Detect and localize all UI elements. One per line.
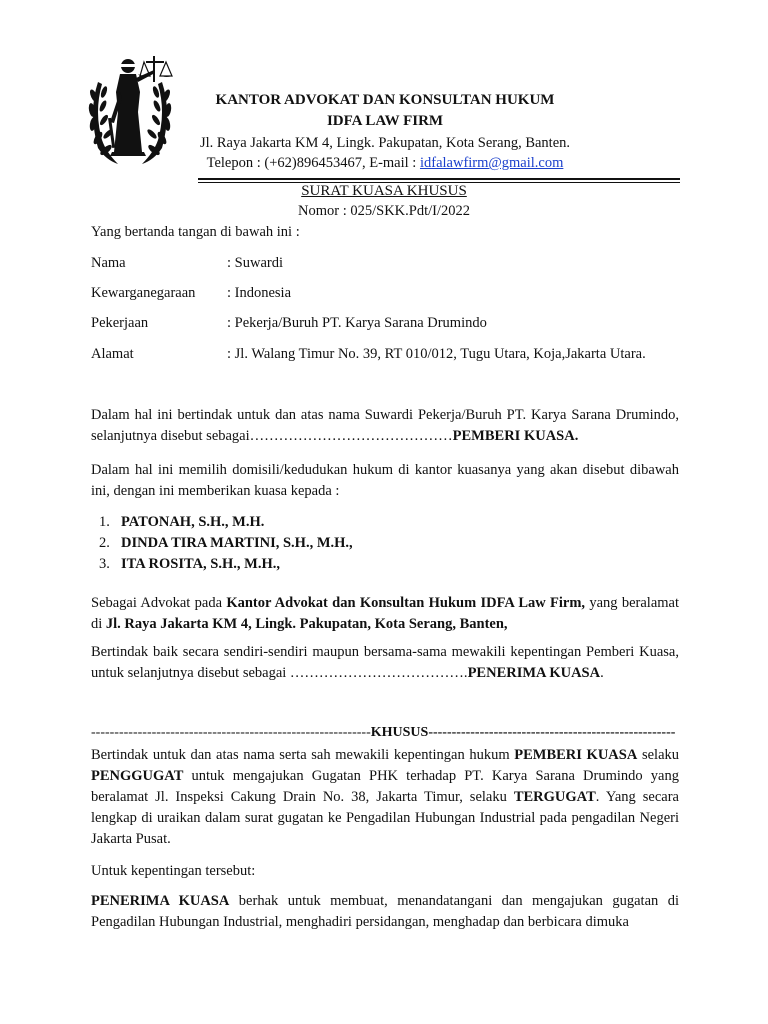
advocate-text-2: yang beralamat di [91, 595, 680, 632]
letterhead-divider-thick [198, 178, 680, 180]
advocate-text-1: Sebagai Advokat pada [91, 595, 227, 611]
firm-heading: KANTOR ADVOKAT DAN KONSULTAN HUKUM [215, 92, 555, 108]
recipient-name: PATONAH, S.H., M.H. [121, 514, 265, 530]
paragraph-authority [91, 891, 679, 933]
recipient-list [99, 512, 353, 575]
lady-justice-laurel-icon [84, 52, 176, 170]
grantor-text: Dalam hal ini bertindak untuk dan atas nama Suwardi Pekerja/Buruh PT. Karya Sarana Drumindo, selanjutnya disebut sebagai…………………………………… [91, 407, 679, 444]
scope-text-2: selaku [637, 747, 680, 763]
field-value-pekerjaan: : Pekerja/Buruh PT. Karya Sarana Drumindo [227, 315, 487, 331]
document-title: SURAT KUASA KHUSUS [301, 183, 467, 199]
document-number: Nomor : 025/SKK.Pdt/I/2022 [298, 203, 470, 219]
field-value-alamat: : Jl. Walang Timur No. 39, RT 010/012, Tugu Utara, Koja,Jakarta Utara. [227, 346, 646, 362]
list-item [99, 512, 353, 533]
list-number: 2. [99, 535, 110, 551]
firm-contact [180, 155, 590, 172]
intro-text: Yang bertanda tangan di bawah ini : [91, 224, 300, 240]
paragraph-scope [91, 745, 679, 850]
recipient-name: DINDA TIRA MARTINI, S.H., M.H., [121, 535, 353, 551]
email-link[interactable]: idfalawfirm@gmail.com [419, 155, 564, 171]
paragraph-purpose: Untuk kepentingan tersebut: [91, 863, 256, 879]
paragraph-domicile: Dalam hal ini memilih domisili/kedudukan hukum di kantor kuasanya yang akan disebut dibawah ini, dengan ini memberikan kuasa kepada : [91, 462, 679, 499]
paragraph-advocate [91, 593, 679, 635]
paragraph-grantor [91, 405, 679, 447]
khusus-dashes-left: ------------------------------------------------------------ [91, 725, 371, 740]
list-number: 3. [99, 556, 110, 572]
firm-name: IDFA LAW FIRM [326, 113, 444, 129]
field-label-pekerjaan: Pekerjaan [91, 315, 149, 331]
paragraph-recipient [91, 642, 679, 684]
recipient-text: Bertindak baik secara sendiri-sendiri maupun bersama-sama mewakili kepentingan Pemberi Kuasa, untuk selanjutnya disebut sebagai ………………………………. [91, 644, 679, 681]
field-value-nama: : Suwardi [227, 255, 283, 271]
scope-pemberi: PEMBERI KUASA [514, 747, 638, 763]
scope-tergugat: TERGUGAT [513, 789, 596, 805]
field-value-kewarganegaraan: : Indonesia [227, 285, 292, 301]
authority-text: berhak untuk membuat, menandatangani dan mengajukan gugatan di Pengadilan Hubungan Industrial, menghadiri persidangan, menghadap dan berbicara dimuka [91, 893, 679, 930]
khusus-divider [91, 725, 679, 741]
recipient-end: . [600, 665, 604, 681]
phone-text: Telepon : (+62)896453467, E-mail : [206, 155, 420, 171]
scope-text-4: . Yang secara lengkap di uraikan dalam surat gugatan ke Pengadilan Hubungan Industrial pada pengadilan Negeri Jakarta Pusat. [91, 789, 679, 847]
list-number: 1. [99, 514, 110, 530]
khusus-dashes-right: ----------------------------------------------------- [428, 725, 676, 740]
grantor-label: PEMBERI KUASA. [452, 428, 579, 444]
firm-address: Jl. Raya Jakarta KM 4, Lingk. Pakupatan, Kota Serang, Banten. [199, 135, 571, 151]
khusus-heading: KHUSUS [370, 725, 429, 740]
field-label-alamat: Alamat [91, 346, 134, 362]
list-item [99, 554, 353, 575]
advocate-address: Jl. Raya Jakarta KM 4, Lingk. Pakupatan, Kota Serang, Banten, [105, 616, 508, 632]
advocate-office: Kantor Advokat dan Konsultan Hukum IDFA Law Firm, [226, 595, 586, 611]
recipient-name: ITA ROSITA, S.H., M.H., [121, 556, 280, 572]
scope-text-3: untuk mengajukan Gugatan PHK terhadap PT. Karya Sarana Drumindo yang beralamat Jl. Inspeksi Cakung Drain No. 38, Jakarta Timur, selaku [91, 768, 679, 805]
recipient-label: PENERIMA KUASA [467, 665, 601, 681]
scope-penggugat: PENGGUGAT [91, 768, 184, 784]
scope-text-1: Bertindak untuk dan atas nama serta sah mewakili kepentingan hukum [91, 747, 515, 763]
authority-label: PENERIMA KUASA [91, 893, 230, 909]
field-label-nama: Nama [91, 255, 126, 271]
list-item [99, 533, 353, 554]
field-label-kewarganegaraan: Kewarganegaraan [91, 285, 196, 301]
